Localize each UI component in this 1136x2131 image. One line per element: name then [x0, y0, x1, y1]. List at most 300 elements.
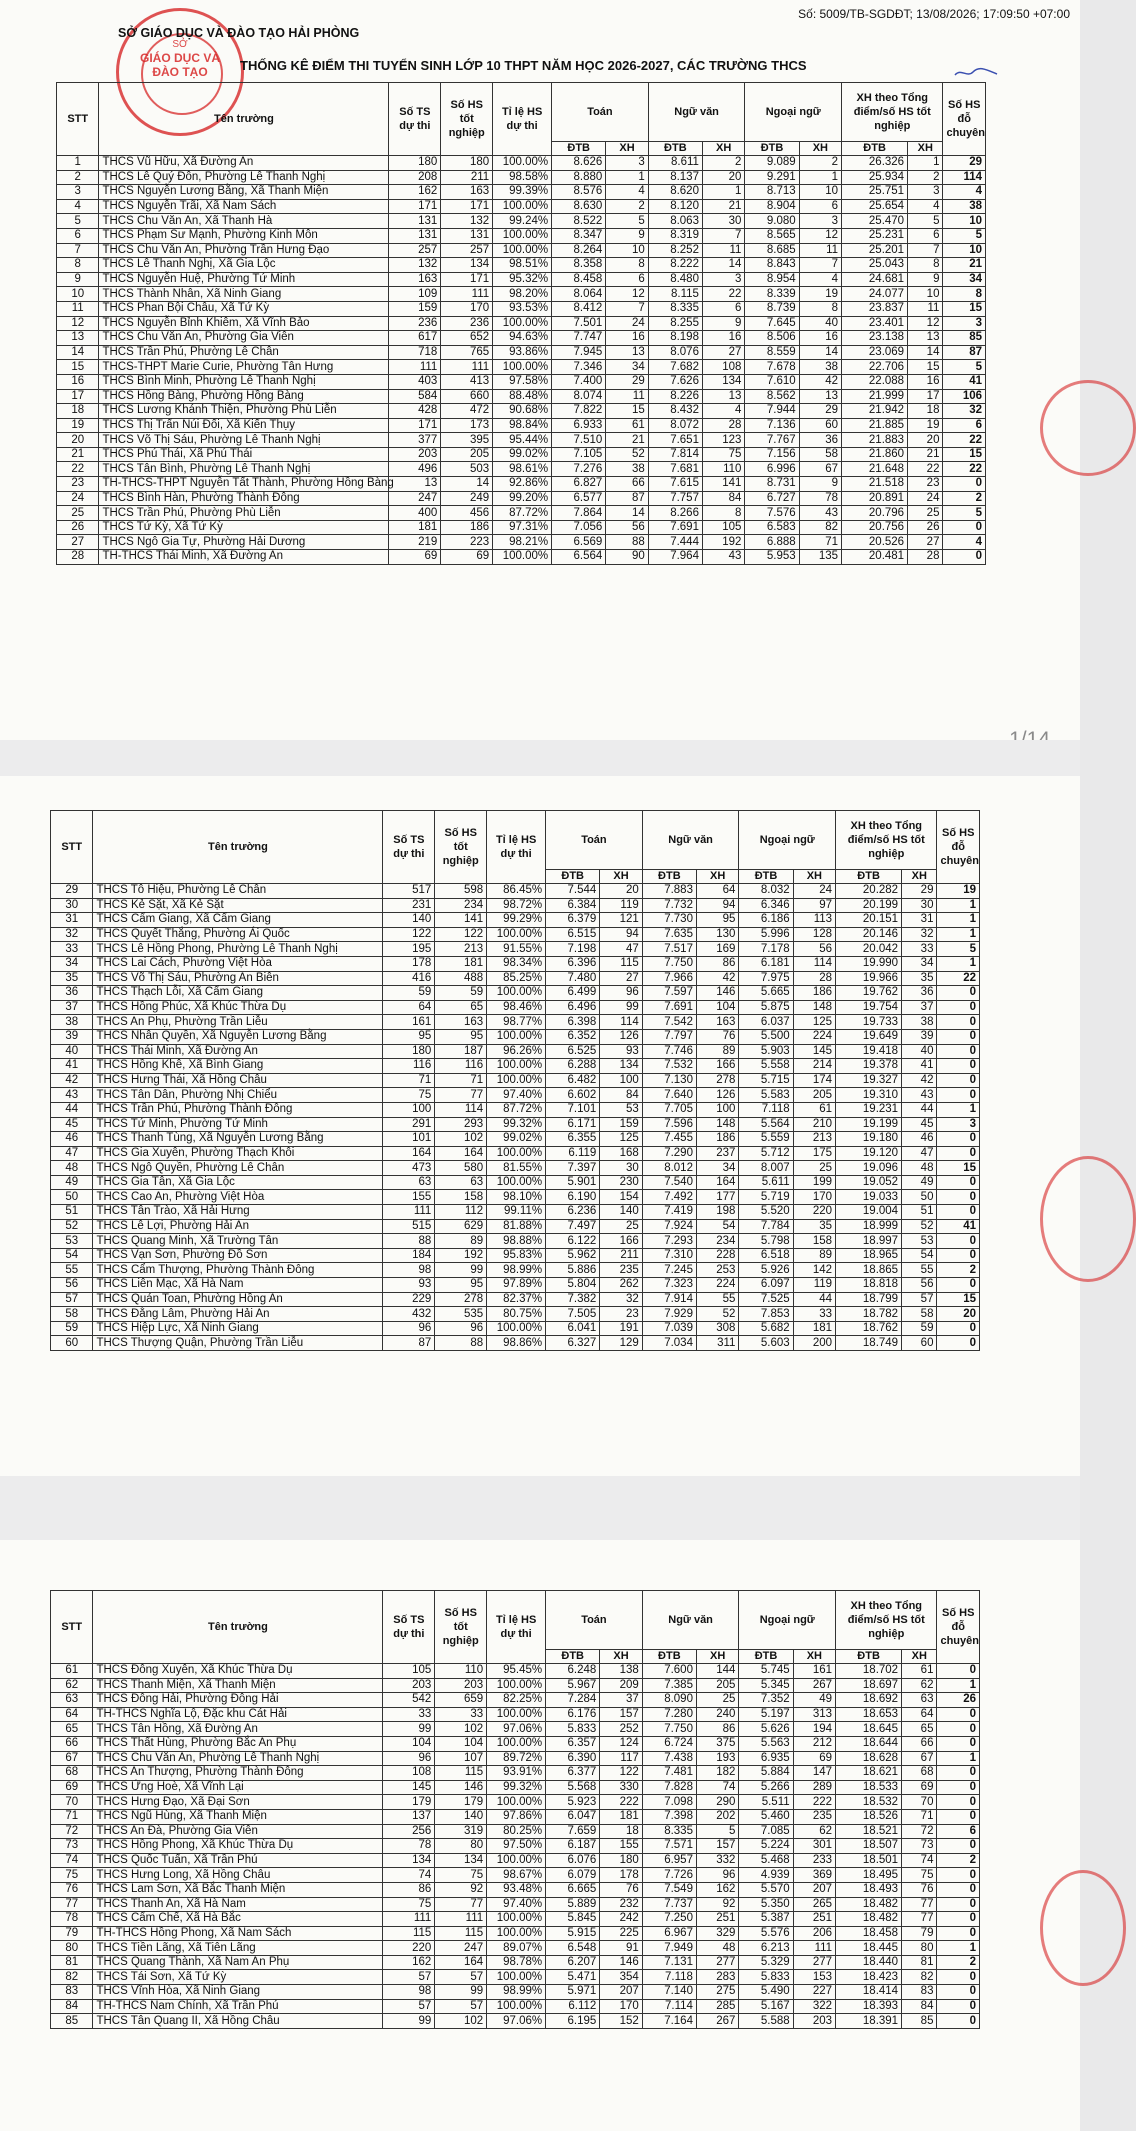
- graduates: 456: [441, 506, 493, 521]
- ratio: 98.10%: [487, 1190, 546, 1205]
- literature-rank: 290: [696, 1795, 738, 1810]
- row-stt: 10: [57, 287, 99, 302]
- math-rank: 125: [600, 1132, 642, 1147]
- row-stt: 83: [51, 1985, 93, 2000]
- specialized-count: 0: [937, 1044, 980, 1059]
- graduates: 652: [441, 331, 493, 346]
- specialized-count: 15: [937, 1292, 980, 1307]
- specialized-count: 0: [937, 1795, 980, 1810]
- language-avg: 5.903: [739, 1044, 793, 1059]
- total-rank: 59: [902, 1321, 937, 1336]
- literature-rank: 108: [702, 360, 744, 375]
- candidates: 161: [383, 1015, 435, 1030]
- graduates: 192: [435, 1248, 487, 1263]
- language-rank: 214: [793, 1059, 835, 1074]
- row-stt: 84: [51, 1999, 93, 2014]
- math-avg: 7.544: [546, 884, 600, 899]
- col-header-math: Toán: [552, 83, 649, 142]
- row-stt: 23: [57, 477, 99, 492]
- math-rank: 2: [606, 199, 648, 214]
- row-stt: 45: [51, 1117, 93, 1132]
- page-gap: [0, 1476, 1080, 1540]
- graduates: 187: [435, 1044, 487, 1059]
- row-stt: 37: [51, 1000, 93, 1015]
- ratio: 100.00%: [487, 986, 546, 1001]
- candidates: 115: [383, 1926, 435, 1941]
- language-avg: 7.156: [745, 447, 799, 462]
- math-rank: 140: [600, 1205, 642, 1220]
- literature-rank: 105: [702, 520, 744, 535]
- school-name: TH-THCS Nghĩa Lộ, Đặc khu Cát Hải: [93, 1707, 383, 1722]
- graduates: 236: [441, 316, 493, 331]
- total-avg: 18.482: [836, 1897, 902, 1912]
- total-rank: 46: [902, 1132, 937, 1147]
- table-row: [57, 331, 986, 346]
- specialized-count: 22: [943, 433, 986, 448]
- language-rank: 174: [793, 1073, 835, 1088]
- language-avg: 8.007: [739, 1161, 793, 1176]
- literature-rank: 9: [702, 316, 744, 331]
- math-avg: 8.626: [552, 156, 606, 171]
- ratio: 87.72%: [493, 506, 552, 521]
- math-rank: 21: [606, 433, 648, 448]
- total-avg: 19.310: [836, 1088, 902, 1103]
- math-avg: 7.510: [552, 433, 606, 448]
- table-row: [51, 1853, 980, 1868]
- total-rank: 74: [902, 1853, 937, 1868]
- graduates: 132: [441, 214, 493, 229]
- literature-rank: 308: [696, 1321, 738, 1336]
- language-rank: 158: [793, 1234, 835, 1249]
- literature-avg: 8.222: [648, 258, 702, 273]
- total-avg: 21.883: [842, 433, 908, 448]
- literature-rank: 86: [696, 1722, 738, 1737]
- row-stt: 57: [51, 1292, 93, 1307]
- literature-avg: 7.828: [642, 1780, 696, 1795]
- literature-avg: 6.967: [642, 1926, 696, 1941]
- candidates: 96: [383, 1321, 435, 1336]
- math-avg: 6.665: [546, 1882, 600, 1897]
- col-header-name: Tên trường: [99, 83, 389, 156]
- math-avg: 6.499: [546, 986, 600, 1001]
- total-avg: 20.146: [836, 927, 902, 942]
- math-avg: 6.047: [546, 1809, 600, 1824]
- language-rank: 16: [799, 331, 841, 346]
- math-avg: 6.564: [552, 550, 606, 565]
- language-avg: 6.727: [745, 491, 799, 506]
- language-rank: 29: [799, 404, 841, 419]
- school-name: THCS Hồng Bàng, Phường Hồng Bàng: [99, 389, 389, 404]
- math-avg: 7.945: [552, 345, 606, 360]
- row-stt: 34: [51, 956, 93, 971]
- literature-avg: 7.532: [642, 1059, 696, 1074]
- literature-avg: 7.140: [642, 1985, 696, 2000]
- math-avg: 8.358: [552, 258, 606, 273]
- graduates: 96: [435, 1321, 487, 1336]
- total-avg: 23.138: [842, 331, 908, 346]
- table-row: [51, 1190, 980, 1205]
- graduates: 765: [441, 345, 493, 360]
- total-rank: 82: [902, 1970, 937, 1985]
- math-avg: 6.482: [546, 1073, 600, 1088]
- language-avg: 9.291: [745, 170, 799, 185]
- total-avg: 20.756: [842, 520, 908, 535]
- school-name: THCS Thanh Miện, Xã Thanh Miện: [93, 1678, 383, 1693]
- language-rank: 200: [793, 1336, 835, 1351]
- math-avg: 5.845: [546, 1912, 600, 1927]
- table-row: [51, 1955, 980, 1970]
- col-header-avg-score: ĐTB: [745, 142, 799, 156]
- specialized-count: 10: [943, 243, 986, 258]
- math-rank: 138: [600, 1664, 642, 1679]
- total-rank: 29: [902, 884, 937, 899]
- col-header-stt: STT: [57, 83, 99, 156]
- total-rank: 56: [902, 1278, 937, 1293]
- total-rank: 53: [902, 1234, 937, 1249]
- math-rank: 114: [600, 1015, 642, 1030]
- ratio: 98.51%: [493, 258, 552, 273]
- school-name: THCS Quang Thành, Xã Nam An Phụ: [93, 1955, 383, 1970]
- row-stt: 13: [57, 331, 99, 346]
- literature-avg: 7.635: [642, 927, 696, 942]
- school-name: THCS Lam Sơn, Xã Bắc Thanh Miện: [93, 1882, 383, 1897]
- school-name: THCS Đông Xuyên, Xã Khúc Thừa Dụ: [93, 1664, 383, 1679]
- candidates: 111: [383, 1205, 435, 1220]
- literature-rank: 21: [702, 199, 744, 214]
- total-rank: 38: [902, 1015, 937, 1030]
- row-stt: 11: [57, 301, 99, 316]
- table-row: [51, 1321, 980, 1336]
- literature-rank: 76: [696, 1029, 738, 1044]
- language-avg: 7.576: [745, 506, 799, 521]
- math-rank: 20: [600, 884, 642, 899]
- literature-avg: 8.120: [648, 199, 702, 214]
- row-stt: 63: [51, 1693, 93, 1708]
- table-row: [51, 1722, 980, 1737]
- language-avg: 7.525: [739, 1292, 793, 1307]
- language-avg: 5.798: [739, 1234, 793, 1249]
- language-avg: 8.713: [745, 185, 799, 200]
- table-row: [51, 1707, 980, 1722]
- row-stt: 50: [51, 1190, 93, 1205]
- total-avg: 18.645: [836, 1722, 902, 1737]
- literature-rank: 14: [702, 258, 744, 273]
- row-stt: 12: [57, 316, 99, 331]
- school-name: THCS Tiền Lãng, Xã Tiên Lãng: [93, 1941, 383, 1956]
- total-avg: 20.891: [842, 491, 908, 506]
- school-name: THCS Tân Hồng, Xã Đường An: [93, 1722, 383, 1737]
- language-rank: 14: [799, 345, 841, 360]
- language-avg: 5.626: [739, 1722, 793, 1737]
- literature-avg: 7.730: [642, 913, 696, 928]
- candidates: 95: [383, 1029, 435, 1044]
- language-rank: 301: [793, 1839, 835, 1854]
- literature-rank: 169: [696, 942, 738, 957]
- ratio: 98.77%: [487, 1015, 546, 1030]
- literature-avg: 8.432: [648, 404, 702, 419]
- literature-avg: 7.481: [642, 1766, 696, 1781]
- language-avg: 5.996: [739, 927, 793, 942]
- table-row: [57, 389, 986, 404]
- school-name: THCS Nguyễn Huệ, Phường Tứ Minh: [99, 272, 389, 287]
- language-rank: 199: [793, 1175, 835, 1190]
- school-name: THCS An Đà, Phường Gia Viên: [93, 1824, 383, 1839]
- literature-avg: 7.549: [642, 1882, 696, 1897]
- row-stt: 55: [51, 1263, 93, 1278]
- score-table-page-2: [50, 810, 980, 1351]
- candidates: 69: [389, 550, 441, 565]
- total-rank: 12: [908, 316, 943, 331]
- table-row: [51, 1278, 980, 1293]
- school-name: THCS Võ Thị Sáu, Phường Lê Thanh Nghị: [99, 433, 389, 448]
- table-row: [51, 1248, 980, 1263]
- ratio: 98.58%: [493, 170, 552, 185]
- school-name: THCS Thị Trấn Núi Đối, Xã Kiến Thụy: [99, 418, 389, 433]
- candidates: 203: [383, 1678, 435, 1693]
- candidates: 101: [383, 1132, 435, 1147]
- candidates: 236: [389, 316, 441, 331]
- graduates: 180: [441, 156, 493, 171]
- candidates: 93: [383, 1278, 435, 1293]
- col-header-avg-score: ĐTB: [642, 870, 696, 884]
- total-avg: 18.507: [836, 1839, 902, 1854]
- literature-avg: 7.929: [642, 1307, 696, 1322]
- total-avg: 18.762: [836, 1321, 902, 1336]
- literature-avg: 7.034: [642, 1336, 696, 1351]
- ratio: 93.53%: [493, 301, 552, 316]
- graduates: 413: [441, 374, 493, 389]
- math-avg: 6.355: [546, 1132, 600, 1147]
- literature-avg: 7.293: [642, 1234, 696, 1249]
- literature-rank: 8: [702, 506, 744, 521]
- graduates: 104: [435, 1736, 487, 1751]
- math-rank: 27: [600, 971, 642, 986]
- graduates: 213: [435, 942, 487, 957]
- literature-avg: 8.480: [648, 272, 702, 287]
- row-stt: 5: [57, 214, 99, 229]
- math-rank: 178: [600, 1868, 642, 1883]
- math-rank: 99: [600, 1000, 642, 1015]
- math-avg: 7.056: [552, 520, 606, 535]
- specialized-count: 87: [943, 345, 986, 360]
- literature-avg: 7.118: [642, 1970, 696, 1985]
- candidates: 432: [383, 1307, 435, 1322]
- total-rank: 14: [908, 345, 943, 360]
- math-avg: 7.400: [552, 374, 606, 389]
- math-rank: 23: [600, 1307, 642, 1322]
- candidates: 75: [383, 1897, 435, 1912]
- row-stt: 82: [51, 1970, 93, 1985]
- literature-avg: 7.615: [648, 477, 702, 492]
- school-name: THCS Tân Dân, Phường Nhị Chiểu: [93, 1088, 383, 1103]
- school-name: THCS An Thượng, Phường Thành Đông: [93, 1766, 383, 1781]
- literature-rank: 311: [696, 1336, 738, 1351]
- language-avg: 7.645: [745, 316, 799, 331]
- language-rank: 44: [793, 1292, 835, 1307]
- total-avg: 19.096: [836, 1161, 902, 1176]
- literature-avg: 8.076: [648, 345, 702, 360]
- school-name: THCS Lai Cách, Phường Việt Hòa: [93, 956, 383, 971]
- graduates: 234: [435, 898, 487, 913]
- math-rank: 34: [606, 360, 648, 375]
- ratio: 100.00%: [487, 1707, 546, 1722]
- col-header-rank: XH: [799, 142, 841, 156]
- ratio: 98.72%: [487, 898, 546, 913]
- total-rank: 7: [908, 243, 943, 258]
- math-avg: 5.833: [546, 1722, 600, 1737]
- literature-rank: 278: [696, 1073, 738, 1088]
- school-name: THCS Thạch Lỗi, Xã Cẩm Giang: [93, 986, 383, 1001]
- total-avg: 23.837: [842, 301, 908, 316]
- math-rank: 32: [600, 1292, 642, 1307]
- literature-rank: 285: [696, 1999, 738, 2014]
- row-stt: 15: [57, 360, 99, 375]
- literature-rank: 126: [696, 1088, 738, 1103]
- math-avg: 7.276: [552, 462, 606, 477]
- math-avg: 7.864: [552, 506, 606, 521]
- math-rank: 209: [600, 1678, 642, 1693]
- math-avg: 6.327: [546, 1336, 600, 1351]
- school-name: THCS Nguyễn Bỉnh Khiêm, Xã Vĩnh Bảo: [99, 316, 389, 331]
- language-avg: 9.080: [745, 214, 799, 229]
- math-rank: 10: [606, 243, 648, 258]
- literature-avg: 7.130: [642, 1073, 696, 1088]
- ratio: 95.32%: [493, 272, 552, 287]
- total-rank: 85: [902, 2014, 937, 2029]
- literature-avg: 7.310: [642, 1248, 696, 1263]
- row-stt: 67: [51, 1751, 93, 1766]
- literature-rank: 202: [696, 1809, 738, 1824]
- school-name: THCS Chu Văn An, Phường Gia Viên: [99, 331, 389, 346]
- row-stt: 18: [57, 404, 99, 419]
- ratio: 89.07%: [487, 1941, 546, 1956]
- row-stt: 27: [57, 535, 99, 550]
- literature-rank: 177: [696, 1190, 738, 1205]
- ratio: 93.86%: [493, 345, 552, 360]
- math-rank: 117: [600, 1751, 642, 1766]
- candidates: 178: [383, 956, 435, 971]
- math-avg: 5.889: [546, 1897, 600, 1912]
- row-stt: 40: [51, 1044, 93, 1059]
- language-avg: 7.784: [739, 1219, 793, 1234]
- total-avg: 20.282: [836, 884, 902, 899]
- math-avg: 7.198: [546, 942, 600, 957]
- candidates: 88: [383, 1234, 435, 1249]
- table-row: [51, 1219, 980, 1234]
- literature-rank: 94: [696, 898, 738, 913]
- literature-avg: 7.691: [642, 1000, 696, 1015]
- ratio: 97.40%: [487, 1088, 546, 1103]
- candidates: 180: [383, 1044, 435, 1059]
- specialized-count: 32: [943, 404, 986, 419]
- literature-rank: 11: [702, 243, 744, 258]
- literature-avg: 7.542: [642, 1015, 696, 1030]
- language-rank: 210: [793, 1117, 835, 1132]
- language-rank: 71: [799, 535, 841, 550]
- school-name: THCS Cẩm Chế, Xã Hà Bắc: [93, 1912, 383, 1927]
- language-avg: 5.576: [739, 1926, 793, 1941]
- table-row: [51, 1824, 980, 1839]
- candidates: 473: [383, 1161, 435, 1176]
- school-name: THCS Ngô Gia Tự, Phường Hải Dương: [99, 535, 389, 550]
- math-avg: 5.915: [546, 1926, 600, 1941]
- col-header-literature: Ngữ văn: [648, 83, 745, 142]
- total-rank: 3: [908, 185, 943, 200]
- total-avg: 19.966: [836, 971, 902, 986]
- row-stt: 52: [51, 1219, 93, 1234]
- language-avg: 8.562: [745, 389, 799, 404]
- school-name: THCS Tân Quang II, Xã Hồng Châu: [93, 2014, 383, 2029]
- literature-avg: 7.385: [642, 1678, 696, 1693]
- language-rank: 35: [793, 1219, 835, 1234]
- graduates: 65: [435, 1000, 487, 1015]
- total-avg: 21.885: [842, 418, 908, 433]
- literature-rank: 34: [696, 1161, 738, 1176]
- total-avg: 19.004: [836, 1205, 902, 1220]
- literature-avg: 7.651: [648, 433, 702, 448]
- math-rank: 7: [606, 301, 648, 316]
- total-avg: 20.526: [842, 535, 908, 550]
- candidates: 71: [383, 1073, 435, 1088]
- ratio: 100.00%: [487, 1175, 546, 1190]
- math-rank: 84: [600, 1088, 642, 1103]
- language-avg: 6.518: [739, 1248, 793, 1263]
- specialized-count: 0: [937, 1999, 980, 2014]
- col-header-rank: XH: [793, 1650, 835, 1664]
- literature-avg: 7.039: [642, 1321, 696, 1336]
- specialized-count: 0: [937, 1321, 980, 1336]
- ratio: 99.32%: [487, 1780, 546, 1795]
- math-rank: 25: [600, 1219, 642, 1234]
- candidates: 86: [383, 1882, 435, 1897]
- row-stt: 53: [51, 1234, 93, 1249]
- total-rank: 64: [902, 1707, 937, 1722]
- table-row: [51, 1868, 980, 1883]
- ratio: 100.00%: [493, 316, 552, 331]
- total-rank: 84: [902, 1999, 937, 2014]
- score-table-page-1: [56, 82, 986, 565]
- ratio: 100.00%: [493, 228, 552, 243]
- specialized-count: 2: [937, 1853, 980, 1868]
- ratio: 82.25%: [487, 1693, 546, 1708]
- language-rank: 42: [799, 374, 841, 389]
- school-name: TH-THCS-THPT Nguyễn Tất Thành, Phường Hồng Bàng: [99, 477, 389, 492]
- candidates: 100: [383, 1102, 435, 1117]
- specialized-count: 0: [937, 1000, 980, 1015]
- total-rank: 77: [902, 1912, 937, 1927]
- ratio: 100.00%: [493, 199, 552, 214]
- total-rank: 73: [902, 1839, 937, 1854]
- math-rank: 180: [600, 1853, 642, 1868]
- literature-rank: 186: [696, 1132, 738, 1147]
- graduates: 88: [435, 1336, 487, 1351]
- table-row: [51, 1882, 980, 1897]
- literature-rank: 224: [696, 1278, 738, 1293]
- language-rank: 69: [793, 1751, 835, 1766]
- math-avg: 5.471: [546, 1970, 600, 1985]
- literature-rank: 141: [702, 477, 744, 492]
- total-avg: 18.391: [836, 2014, 902, 2029]
- ratio: 100.00%: [487, 1926, 546, 1941]
- total-rank: 69: [902, 1780, 937, 1795]
- literature-rank: 22: [702, 287, 744, 302]
- row-stt: 33: [51, 942, 93, 957]
- school-name: THCS Ứng Hoè, Xã Vĩnh Lại: [93, 1780, 383, 1795]
- specialized-count: 5: [943, 506, 986, 521]
- language-avg: 5.345: [739, 1678, 793, 1693]
- graduates: 102: [435, 1132, 487, 1147]
- language-rank: 227: [793, 1985, 835, 2000]
